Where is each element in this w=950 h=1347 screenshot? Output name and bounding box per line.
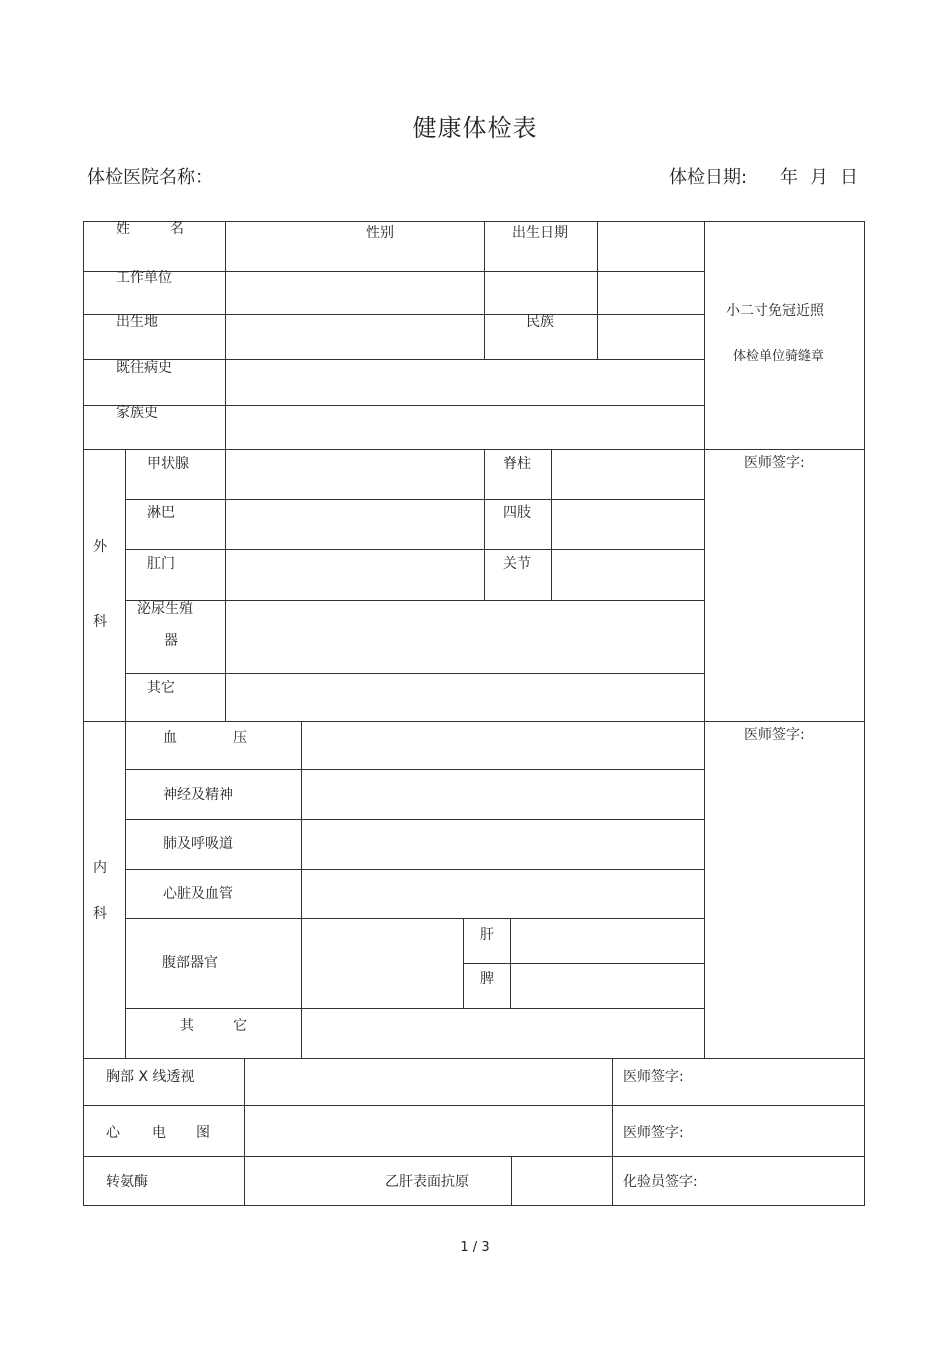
spleen-label: 脾 <box>480 971 494 987</box>
neuro-label: 神经及精神 <box>163 787 233 803</box>
alt-field[interactable] <box>245 1157 375 1205</box>
blood-pressure-label-1: 血 <box>163 730 177 746</box>
blood-pressure-field[interactable] <box>302 722 704 769</box>
family-history-label: 家族史 <box>116 405 158 421</box>
work-unit-field[interactable] <box>226 272 484 314</box>
lung-label: 肺及呼吸道 <box>163 836 233 852</box>
anus-field[interactable] <box>226 550 484 600</box>
xray-label: 胸部 X 线透视 <box>106 1069 195 1085</box>
date-month-label: 月 <box>810 167 828 188</box>
internal-other-label-1: 其 <box>180 1018 194 1034</box>
name-label-2: 名 <box>170 221 184 237</box>
neuro-field[interactable] <box>302 770 704 819</box>
internal-other-field[interactable] <box>302 1009 704 1058</box>
work-unit-label: 工作单位 <box>116 270 172 286</box>
heart-label: 心脏及血管 <box>163 886 233 902</box>
ecg-doctor-sign-field[interactable] <box>700 1106 864 1156</box>
surgery-doctor-sign-label: 医师签字: <box>744 455 805 471</box>
abdomen-label: 腹部器官 <box>162 955 218 971</box>
internal-doctor-sign-label: 医师签字: <box>744 727 805 743</box>
spleen-field[interactable] <box>511 964 704 1008</box>
birthplace-field[interactable] <box>226 315 484 359</box>
lab-sign-label: 化验员签字: <box>623 1174 698 1190</box>
anus-label: 肛门 <box>147 556 175 572</box>
photo-box <box>705 222 864 449</box>
past-history-label: 既往病史 <box>116 360 172 376</box>
hospital-name-label: 体检医院名称： <box>87 167 213 188</box>
lymph-label: 淋巴 <box>147 505 175 521</box>
lab-sign-field[interactable] <box>712 1157 864 1205</box>
thyroid-label: 甲状腺 <box>147 456 189 472</box>
ecg-label-1: 心 <box>106 1125 120 1141</box>
urogenital-label-1: 泌尿生殖 <box>137 601 193 617</box>
photo-seal-note: 体检单位骑缝章 <box>733 349 825 364</box>
thyroid-field[interactable] <box>226 450 484 499</box>
urogenital-label-2: 器 <box>164 633 178 649</box>
joints-field[interactable] <box>552 550 704 600</box>
ecg-doctor-sign-label: 医师签字: <box>623 1125 684 1141</box>
name-field[interactable] <box>226 222 484 271</box>
ethnicity-field[interactable] <box>598 315 704 359</box>
lung-field[interactable] <box>302 820 704 869</box>
hbsag-field[interactable] <box>512 1157 612 1205</box>
blood-pressure-label-2: 压 <box>233 730 247 746</box>
internal-section-label-2: 科 <box>93 906 107 922</box>
limbs-field[interactable] <box>552 500 704 549</box>
spine-label: 脊柱 <box>503 456 531 472</box>
internal-section-label-1: 内 <box>93 860 107 876</box>
name-label-1: 姓 <box>116 221 130 237</box>
heart-field[interactable] <box>302 870 704 918</box>
ecg-label-3: 图 <box>196 1125 210 1141</box>
abdomen-field[interactable] <box>302 919 463 1008</box>
birth-date-field[interactable] <box>598 222 704 271</box>
photo-instruction: 小二寸免冠近照 <box>726 303 824 319</box>
ecg-field[interactable] <box>245 1106 612 1156</box>
internal-doctor-sign-field[interactable] <box>705 747 864 1058</box>
birth-date-label: 出生日期 <box>512 225 568 241</box>
surgery-section-label-2: 科 <box>93 614 107 630</box>
hbsag-label: 乙肝表面抗原 <box>385 1174 469 1190</box>
surgery-doctor-sign-field[interactable] <box>705 475 864 721</box>
liver-field[interactable] <box>511 919 704 963</box>
internal-other-label-2: 它 <box>233 1018 247 1034</box>
page-title: 健康体检表 <box>412 114 538 142</box>
liver-label: 肝 <box>480 927 494 943</box>
joints-label: 关节 <box>503 556 531 572</box>
surgery-other-field[interactable] <box>226 674 704 721</box>
date-year-label: 年 <box>780 167 798 188</box>
limbs-label: 四肢 <box>503 505 531 521</box>
birthplace-label: 出生地 <box>116 314 158 330</box>
xray-doctor-sign-label: 医师签字: <box>623 1069 684 1085</box>
urogenital-field[interactable] <box>226 601 704 673</box>
surgery-section-label-1: 外 <box>93 539 107 555</box>
date-day-label: 日 <box>840 167 858 188</box>
exam-date-label: 体检日期: <box>669 167 748 188</box>
lymph-field[interactable] <box>226 500 484 549</box>
xray-field[interactable] <box>245 1059 612 1105</box>
past-history-field[interactable] <box>226 360 704 405</box>
xray-doctor-sign-field[interactable] <box>700 1059 864 1105</box>
ecg-label-2: 电 <box>152 1125 166 1141</box>
page-number: 1 / 3 <box>460 1240 490 1255</box>
spine-field[interactable] <box>552 450 704 499</box>
ethnicity-label: 民族 <box>526 314 554 330</box>
gender-label: 性别 <box>366 225 394 241</box>
surgery-other-label: 其它 <box>147 680 175 696</box>
family-history-field[interactable] <box>226 406 704 449</box>
alt-label: 转氨酶 <box>106 1174 148 1190</box>
